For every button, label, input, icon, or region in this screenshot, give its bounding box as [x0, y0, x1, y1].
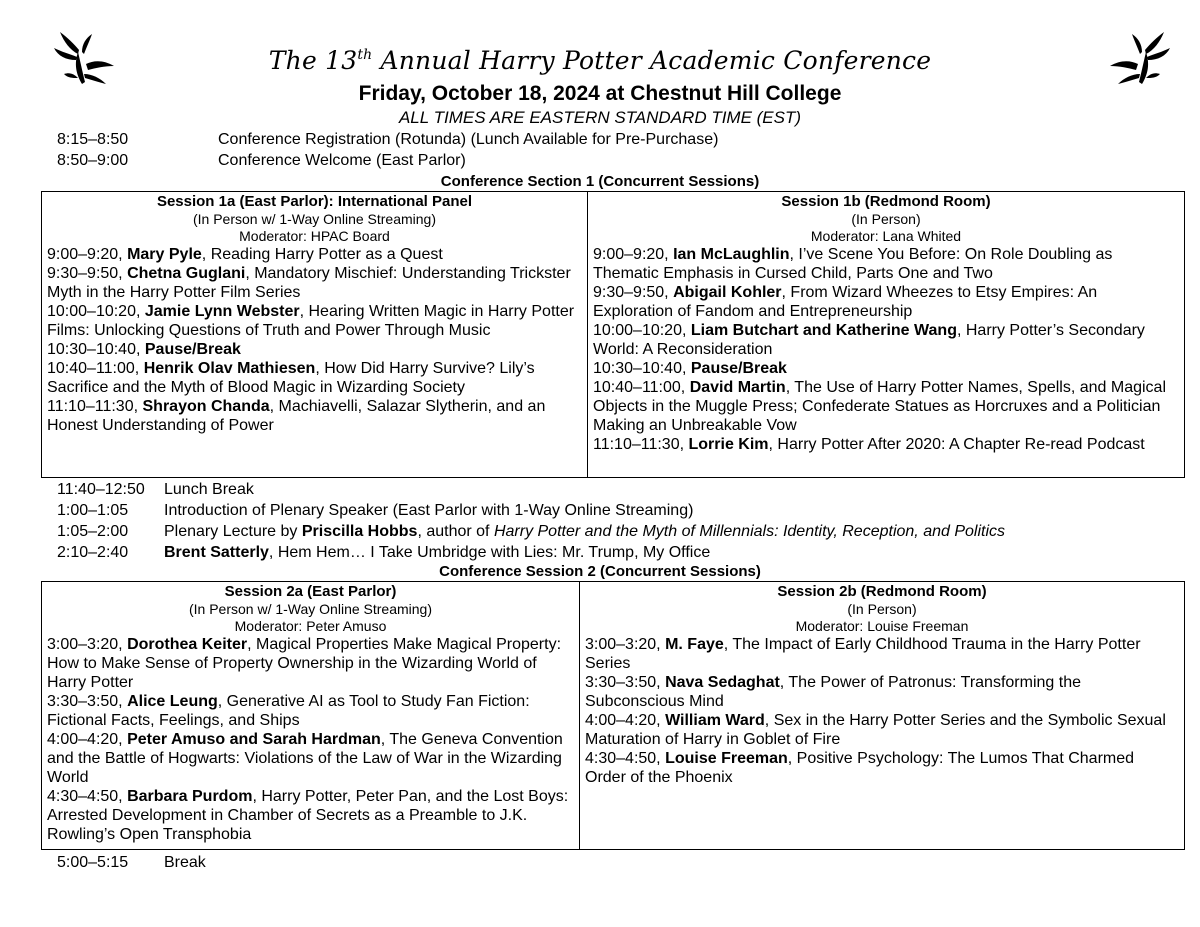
- talk-title: , Machiavelli, Salazar Slytherin, and an Honest Understanding of Power: [47, 398, 546, 434]
- talk-speaker: Barbara Purdom: [127, 788, 253, 805]
- title-prefix: The 13: [268, 46, 358, 75]
- section-2-table: [41, 581, 1185, 850]
- schedule-desc: [164, 543, 710, 562]
- desc-text: , Hem Hem… I Take Umbridge with Lies: Mr. Trump, My Office: [268, 544, 711, 561]
- talk-time: 3:30–3:50,: [47, 693, 128, 710]
- section-2-heading: Conference Session 2 (Concurrent Sessions): [439, 563, 761, 580]
- schedule-time: 8:50–9:00: [57, 152, 129, 169]
- session-moderator: Moderator: Lana Whited: [810, 228, 962, 244]
- schedule-time: 1:00–1:05: [57, 502, 129, 519]
- talk-speaker: Louise Freeman: [665, 750, 788, 767]
- talk-title: , Hearing Written Magic in Harry Potter Films: Unlocking Questions of Truth and Power Through Music: [47, 303, 575, 339]
- session-2a-cell: [42, 582, 580, 850]
- talk-entry: [593, 359, 1179, 378]
- talk-speaker: Dorothea Keiter: [127, 636, 248, 653]
- talk-speaker: Henrik Olav Mathiesen: [143, 360, 316, 377]
- talk-title: , The Impact of Early Childhood Trauma in the Harry Potter Series: [585, 636, 1141, 672]
- schedule-desc: Break: [164, 854, 206, 871]
- schedule-desc: [164, 480, 254, 499]
- schedule-desc: [164, 522, 1005, 541]
- talk-time: 11:10–11:30,: [593, 436, 689, 453]
- talk-speaker: David Martin: [689, 379, 786, 396]
- talk-entry: [47, 692, 574, 730]
- session-moderator: Moderator: Peter Amuso: [234, 618, 387, 634]
- session-title: Session 1a (East Parlor): International Panel: [156, 193, 473, 210]
- talk-entry: [47, 635, 574, 692]
- talk-time: 4:00–4:20,: [585, 712, 666, 729]
- session-mode: (In Person): [851, 211, 921, 227]
- talk-title: , Magical Properties Make Magical Property: How to Make Sense of Property Ownership in the Wizarding World of Harry Potter: [47, 636, 562, 691]
- conference-date: Friday, October 18, 2024 at Chestnut Hill College: [358, 82, 842, 105]
- talk-title: , Generative AI as Tool to Study Fan Fiction: Fictional Facts, Feelings, and Ships: [47, 693, 530, 729]
- talk-title: , Mandatory Mischief: Understanding Trickster Myth in the Harry Potter Film Series: [47, 265, 571, 301]
- talk-time: 3:00–3:20,: [47, 636, 128, 653]
- talk-time: 9:30–9:50,: [47, 265, 128, 282]
- talk-speaker: Pause/Break: [690, 360, 787, 377]
- talk-speaker: Ian McLaughlin: [673, 246, 790, 263]
- schedule-desc: Conference Welcome (East Parlor): [218, 152, 466, 169]
- session-title: Session 1b (Redmond Room): [781, 193, 991, 210]
- talk-speaker: Mary Pyle: [127, 246, 202, 263]
- schedule-time: 11:40–12:50: [57, 481, 145, 498]
- talk-speaker: William Ward: [665, 712, 765, 729]
- session-1a-cell: [42, 192, 588, 478]
- talk-time: 3:30–3:50,: [585, 674, 666, 691]
- session-title: Session 2a (East Parlor): [224, 583, 397, 600]
- talk-entry: [585, 749, 1179, 787]
- session-mode: (In Person): [847, 601, 917, 617]
- talk-title: , From Wizard Wheezes to Etsy Empires: An Exploration of Fandom and Entrepreneurship: [593, 284, 1098, 320]
- talk-entry: [47, 302, 582, 340]
- schedule-time: 2:10–2:40: [57, 544, 129, 561]
- talk-title: , I’ve Scene You Before: On Role Doubling as Thematic Emphasis in Cursed Child, Parts One and Two: [593, 246, 1113, 282]
- talk-time: 4:00–4:20,: [47, 731, 128, 748]
- talk-title: , Reading Harry Potter as a Quest: [201, 246, 443, 263]
- talk-entry: [585, 673, 1179, 711]
- talk-speaker: Jamie Lynn Webster: [144, 303, 300, 320]
- talk-entry: [47, 264, 582, 302]
- section-1-heading: Conference Section 1 (Concurrent Sessions): [440, 173, 760, 190]
- talk-entry: [593, 378, 1179, 435]
- session-2b-cell: [580, 582, 1185, 850]
- title-suffix: Annual Harry Potter Academic Conference: [372, 46, 932, 75]
- talk-time: 10:00–10:20,: [47, 303, 145, 320]
- talk-time: 4:30–4:50,: [585, 750, 666, 767]
- session-moderator: Moderator: Louise Freeman: [795, 618, 969, 634]
- talk-time: 10:30–10:40,: [47, 341, 145, 358]
- talk-title: , The Power of Patronus: Transforming the Subconscious Mind: [585, 674, 1081, 710]
- talk-title: , Harry Potter After 2020: A Chapter Re-read Podcast: [768, 436, 1145, 453]
- talk-speaker: Abigail Kohler: [673, 284, 782, 301]
- talk-entry: [47, 730, 574, 787]
- talk-speaker: Alice Leung: [127, 693, 218, 710]
- desc-text: Introduction of Plenary Speaker (East Parlor with 1-Way Online Streaming): [164, 502, 694, 519]
- talk-time: 9:30–9:50,: [593, 284, 674, 301]
- desc-speaker: Brent Satterly: [164, 544, 269, 561]
- schedule-desc: [164, 501, 693, 520]
- schedule-time: 1:05–2:00: [57, 523, 129, 540]
- talk-title: , Harry Potter’s Secondary World: A Reconsideration: [593, 322, 1145, 358]
- talk-time: 4:30–4:50,: [47, 788, 128, 805]
- talk-time: 10:40–11:00,: [593, 379, 690, 396]
- desc-book: Harry Potter and the Myth of Millennials: Identity, Reception, and Politics: [493, 523, 1006, 540]
- talk-entry: [585, 711, 1179, 749]
- talk-speaker: Liam Butchart and Katherine Wang: [690, 322, 957, 339]
- talk-time: 10:40–11:00,: [47, 360, 144, 377]
- talk-time: 10:30–10:40,: [593, 360, 691, 377]
- talk-entry: [585, 635, 1179, 673]
- talk-title: , Harry Potter, Peter Pan, and the Lost Boys: Arrested Development in Chamber of Secrets as a Preamble to J.K. Rowling’s Open Transphobia: [47, 788, 569, 843]
- talk-title: , Positive Psychology: The Lumos That Charmed Order of the Phoenix: [585, 750, 1135, 786]
- title-ordinal-suffix: th: [357, 47, 373, 63]
- schedule-time: 8:15–8:50: [57, 131, 129, 148]
- conference-title: [0, 46, 1200, 75]
- talk-speaker: Chetna Guglani: [127, 265, 246, 282]
- talk-entry: [593, 321, 1179, 359]
- session-1b-cell: [588, 192, 1185, 478]
- desc-speaker: Priscilla Hobbs: [301, 523, 418, 540]
- talk-title: , The Geneva Convention and the Battle of Hogwarts: Violations of the Law of War in the Wizarding World: [47, 731, 563, 786]
- schedule-desc: Conference Registration (Rotunda) (Lunch Available for Pre-Purchase): [218, 131, 719, 148]
- talk-time: 9:00–9:20,: [47, 246, 128, 263]
- talk-speaker: Peter Amuso and Sarah Hardman: [127, 731, 381, 748]
- talk-speaker: Pause/Break: [144, 341, 241, 358]
- talk-speaker: Lorrie Kim: [688, 436, 769, 453]
- session-moderator: Moderator: HPAC Board: [239, 228, 390, 244]
- desc-text: Lunch Break: [164, 481, 254, 498]
- talk-entry: [47, 787, 574, 844]
- talk-entry: [47, 397, 582, 435]
- session-mode: (In Person w/ 1-Way Online Streaming): [192, 211, 436, 227]
- talk-entry: [593, 435, 1179, 454]
- talk-entry: [47, 340, 582, 359]
- talk-speaker: M. Faye: [665, 636, 724, 653]
- talk-time: 11:10–11:30,: [47, 398, 143, 415]
- talk-entry: [593, 283, 1179, 321]
- talk-time: 10:00–10:20,: [593, 322, 691, 339]
- talk-speaker: Nava Sedaghat: [665, 674, 780, 691]
- talk-title: , The Use of Harry Potter Names, Spells, and Magical Objects in the Muggle Press; Confederate Statues as Horcruxes and a Politician Making an Unbreakable Vow: [593, 379, 1167, 434]
- desc-text: , author of: [417, 523, 494, 540]
- talk-entry: [593, 245, 1179, 283]
- desc-text: Plenary Lecture by: [164, 523, 302, 540]
- talk-title: , How Did Harry Survive? Lily’s Sacrifice and the Myth of Blood Magic in Wizarding Society: [47, 360, 535, 396]
- section-1-table: [41, 191, 1185, 478]
- timezone-note: ALL TIMES ARE EASTERN STANDARD TIME (EST): [398, 108, 802, 127]
- schedule-time: 5:00–5:15: [57, 854, 129, 871]
- talk-title: , Sex in the Harry Potter Series and the Symbolic Sexual Maturation of Harry in Goblet of Fire: [585, 712, 1166, 748]
- talk-time: 9:00–9:20,: [593, 246, 674, 263]
- talk-time: 3:00–3:20,: [585, 636, 666, 653]
- session-mode: (In Person w/ 1-Way Online Streaming): [188, 601, 432, 617]
- talk-entry: [47, 245, 582, 264]
- talk-entry: [47, 359, 582, 397]
- session-title: Session 2b (Redmond Room): [777, 583, 987, 600]
- talk-speaker: Shrayon Chanda: [142, 398, 270, 415]
